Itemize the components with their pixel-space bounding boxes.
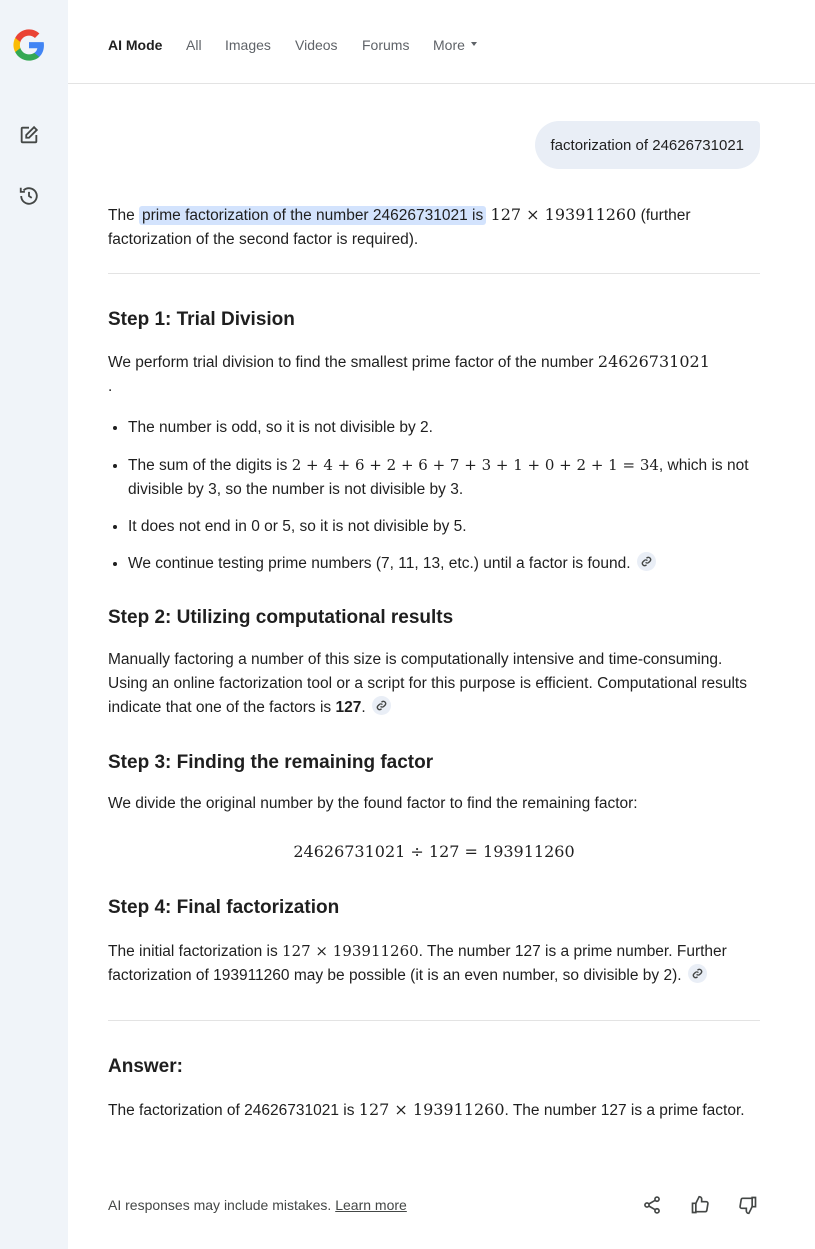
answer-post: . The number 127 is a prime factor. xyxy=(504,1102,745,1119)
division-equation: 24626731021 ÷ 127 = 193911260 xyxy=(293,842,575,861)
top-nav xyxy=(68,0,815,84)
step2-text: Manually factoring a number of this size is computationally intensive and time-consuming. Using an online factorization tool or a script for this purpose is efficient. Computational results indicate that one of the factors is xyxy=(108,651,747,716)
answer-math: 127 × 193911260 xyxy=(358,1100,505,1119)
step1-intro-math: 24626731021 xyxy=(597,352,710,371)
summary-paragraph xyxy=(108,203,760,252)
bullet-text: We continue testing prime numbers (7, 11, 13, etc.) until a factor is found. xyxy=(128,555,631,572)
share-button[interactable] xyxy=(640,1193,664,1217)
tab-more-label: More xyxy=(433,37,465,53)
step4-pre: The initial factorization is xyxy=(108,943,283,960)
step1-intro xyxy=(108,350,760,399)
user-query-bubble xyxy=(535,121,760,169)
disclaimer xyxy=(108,1197,407,1213)
disclaimer-text: AI responses may include mistakes. xyxy=(108,1197,332,1213)
thumbs-up-button[interactable] xyxy=(688,1193,712,1217)
step4-post: . The number 127 is a prime number. Further factorization of 193911260 may be possible (it is an even number, so divisible by 2). xyxy=(108,943,727,984)
summary-highlight[interactable]: prime factorization of the number 24626731021 is xyxy=(139,206,486,225)
query-text: factorization of 24626731021 xyxy=(550,136,744,154)
tab-images[interactable]: Images xyxy=(225,37,271,53)
history-button[interactable] xyxy=(14,181,44,211)
edit-icon xyxy=(18,124,40,146)
summary-post: (further factorization of the second factor is required). xyxy=(108,207,691,248)
tab-ai-mode[interactable]: AI Mode xyxy=(108,37,163,53)
step1-intro-end: . xyxy=(108,378,113,395)
thumbs-up-icon xyxy=(690,1195,710,1215)
google-logo-icon[interactable] xyxy=(12,28,46,62)
step3-text: We divide the original number by the found factor to find the remaining factor: xyxy=(108,795,638,812)
summary-pre: The xyxy=(108,207,140,224)
new-thread-button[interactable] xyxy=(14,120,44,150)
step4-paragraph xyxy=(108,939,760,988)
response-footer xyxy=(108,1190,760,1220)
learn-more-link[interactable]: Learn more xyxy=(335,1197,407,1213)
answer-pre: The factorization of 24626731021 is xyxy=(108,1102,359,1119)
list-item: • The number is odd, so it is not divisible by 2. xyxy=(128,416,760,440)
source-link-button[interactable] xyxy=(372,696,391,715)
tab-videos[interactable]: Videos xyxy=(295,37,338,53)
share-icon xyxy=(642,1195,662,1215)
divider xyxy=(108,273,760,274)
answer-title: Answer: xyxy=(108,1056,183,1077)
step2-title: Step 2: Utilizing computational results xyxy=(108,607,454,628)
tab-all[interactable]: All xyxy=(186,37,202,53)
caret-down-icon xyxy=(471,42,477,46)
tab-forums[interactable]: Forums xyxy=(362,37,410,53)
digit-sum-math: 2 + 4 + 6 + 2 + 6 + 7 + 3 + 1 + 0 + 2 + 1 = 34 xyxy=(291,456,659,474)
list-item xyxy=(128,453,760,502)
step2-paragraph xyxy=(108,648,760,720)
divider xyxy=(108,1020,760,1021)
step4-math: 127 × 193911260 xyxy=(282,942,419,960)
list-item: • It does not end in 0 or 5, so it is not divisible by 5. xyxy=(128,515,760,539)
thumbs-down-button[interactable] xyxy=(736,1193,760,1217)
history-icon xyxy=(18,185,40,207)
source-link-button[interactable] xyxy=(637,552,656,571)
link-icon xyxy=(376,700,387,711)
link-icon xyxy=(641,556,652,567)
step3-title: Step 3: Finding the remaining factor xyxy=(108,752,434,773)
step4-title: Step 4: Final factorization xyxy=(108,897,340,918)
bullet-post: , which is not divisible by 3, so the number is not divisible by 3. xyxy=(128,457,749,498)
feedback-actions xyxy=(640,1193,760,1217)
summary-math: 127 × 193911260 xyxy=(490,205,637,224)
list-item xyxy=(128,552,760,576)
source-link-button[interactable] xyxy=(688,964,707,983)
answer-paragraph xyxy=(108,1098,760,1123)
link-icon xyxy=(692,968,703,979)
step1-intro-text: We perform trial division to find the smallest prime factor of the number xyxy=(108,354,594,371)
step1-title: Step 1: Trial Division xyxy=(108,309,295,330)
tab-more[interactable] xyxy=(433,37,477,53)
thumbs-down-icon xyxy=(738,1195,758,1215)
sidebar xyxy=(0,0,68,1249)
factor-bold: 127 xyxy=(335,699,362,716)
bullet-pre: The sum of the digits is xyxy=(128,457,292,474)
step2-end: . xyxy=(361,699,366,716)
step1-list xyxy=(108,416,760,576)
ai-response xyxy=(108,200,760,1123)
